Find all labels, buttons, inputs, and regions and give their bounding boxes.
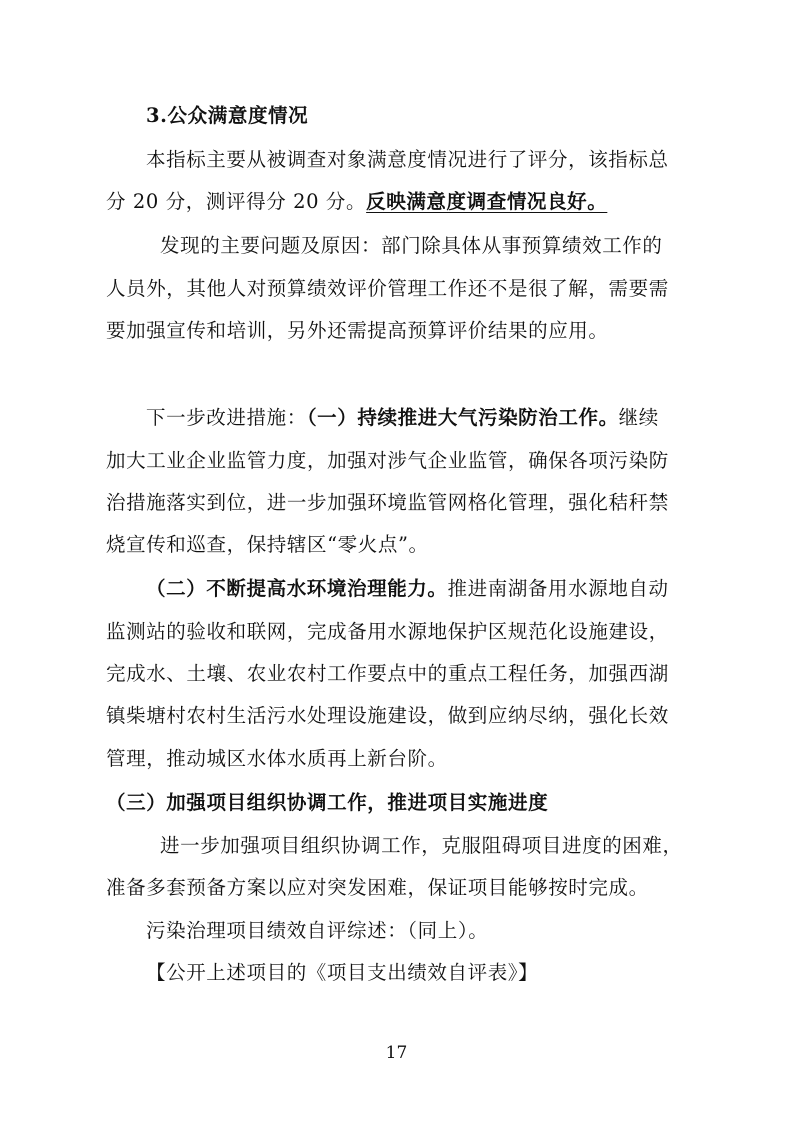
paragraph-line: 镇柴塘村农村生活污水处理设施建设，做到应纳尽纳，强化长效	[106, 704, 669, 727]
paragraph-line: 准备多套预备方案以应对突发困难，保证项目能够按时完成。	[106, 876, 649, 899]
measure-title: （三）加强项目组织协调工作，推进项目实施进度	[106, 791, 549, 814]
conclusion-underlined: 反映满意度调查情况良好。	[366, 190, 608, 213]
paragraph-line: 要加强宣传和培训，另外还需提高预算评价结果的应用。	[106, 319, 609, 342]
measure-title: （一）持续推进大气污染防治工作。	[306, 406, 619, 429]
paragraph-line: 进一步加强项目组织协调工作，克服阻碍项目进度的困难，	[160, 834, 683, 857]
paragraph-line: 治措施落实到位，进一步加强环境监管网格化管理，强化秸秆禁	[106, 491, 669, 514]
paragraph-line: 发现的主要问题及原因：部门除具体从事预算绩效工作的	[160, 234, 663, 257]
paragraph-line: 烧宣传和巡查，保持辖区“零火点”。	[106, 533, 429, 556]
paragraph-line: 监测站的验收和联网，完成备用水源地保护区规范化设施建设，	[106, 620, 669, 643]
paragraph-line: 加大工业企业监管力度，加强对涉气企业监管，确保各项污染防	[106, 449, 669, 472]
paragraph-line: 分 20 分，测评得分 20 分。反映满意度调查情况良好。	[106, 190, 608, 213]
paragraph-line: 管理，推动城区水体水质再上新台阶。	[106, 747, 448, 770]
paragraph-line: 下一步改进措施：（一）持续推进大气污染防治工作。继续	[146, 406, 659, 429]
paragraph-line: 污染治理项目绩效自评综述：（同上）。	[146, 919, 489, 942]
paragraph-line: 人员外，其他人对预算绩效评价管理工作还不是很了解，需要需	[106, 277, 669, 300]
disclosure-note: 【公开上述项目的《项目支出绩效自评表》】	[146, 961, 539, 984]
paragraph-line: （二）不断提高水环境治理能力。推进南湖备用水源地自动	[146, 577, 669, 600]
paragraph-line: 完成水、土壤、农业农村工作要点中的重点工程任务，加强西湖	[106, 662, 669, 685]
page-number: 17	[385, 1043, 408, 1063]
measure-title: （二）不断提高水环境治理能力。	[146, 577, 448, 600]
section-heading: 3.公众满意度情况	[146, 104, 309, 127]
paragraph-line: 本指标主要从被调查对象满意度情况进行了评分，该指标总	[146, 148, 669, 171]
